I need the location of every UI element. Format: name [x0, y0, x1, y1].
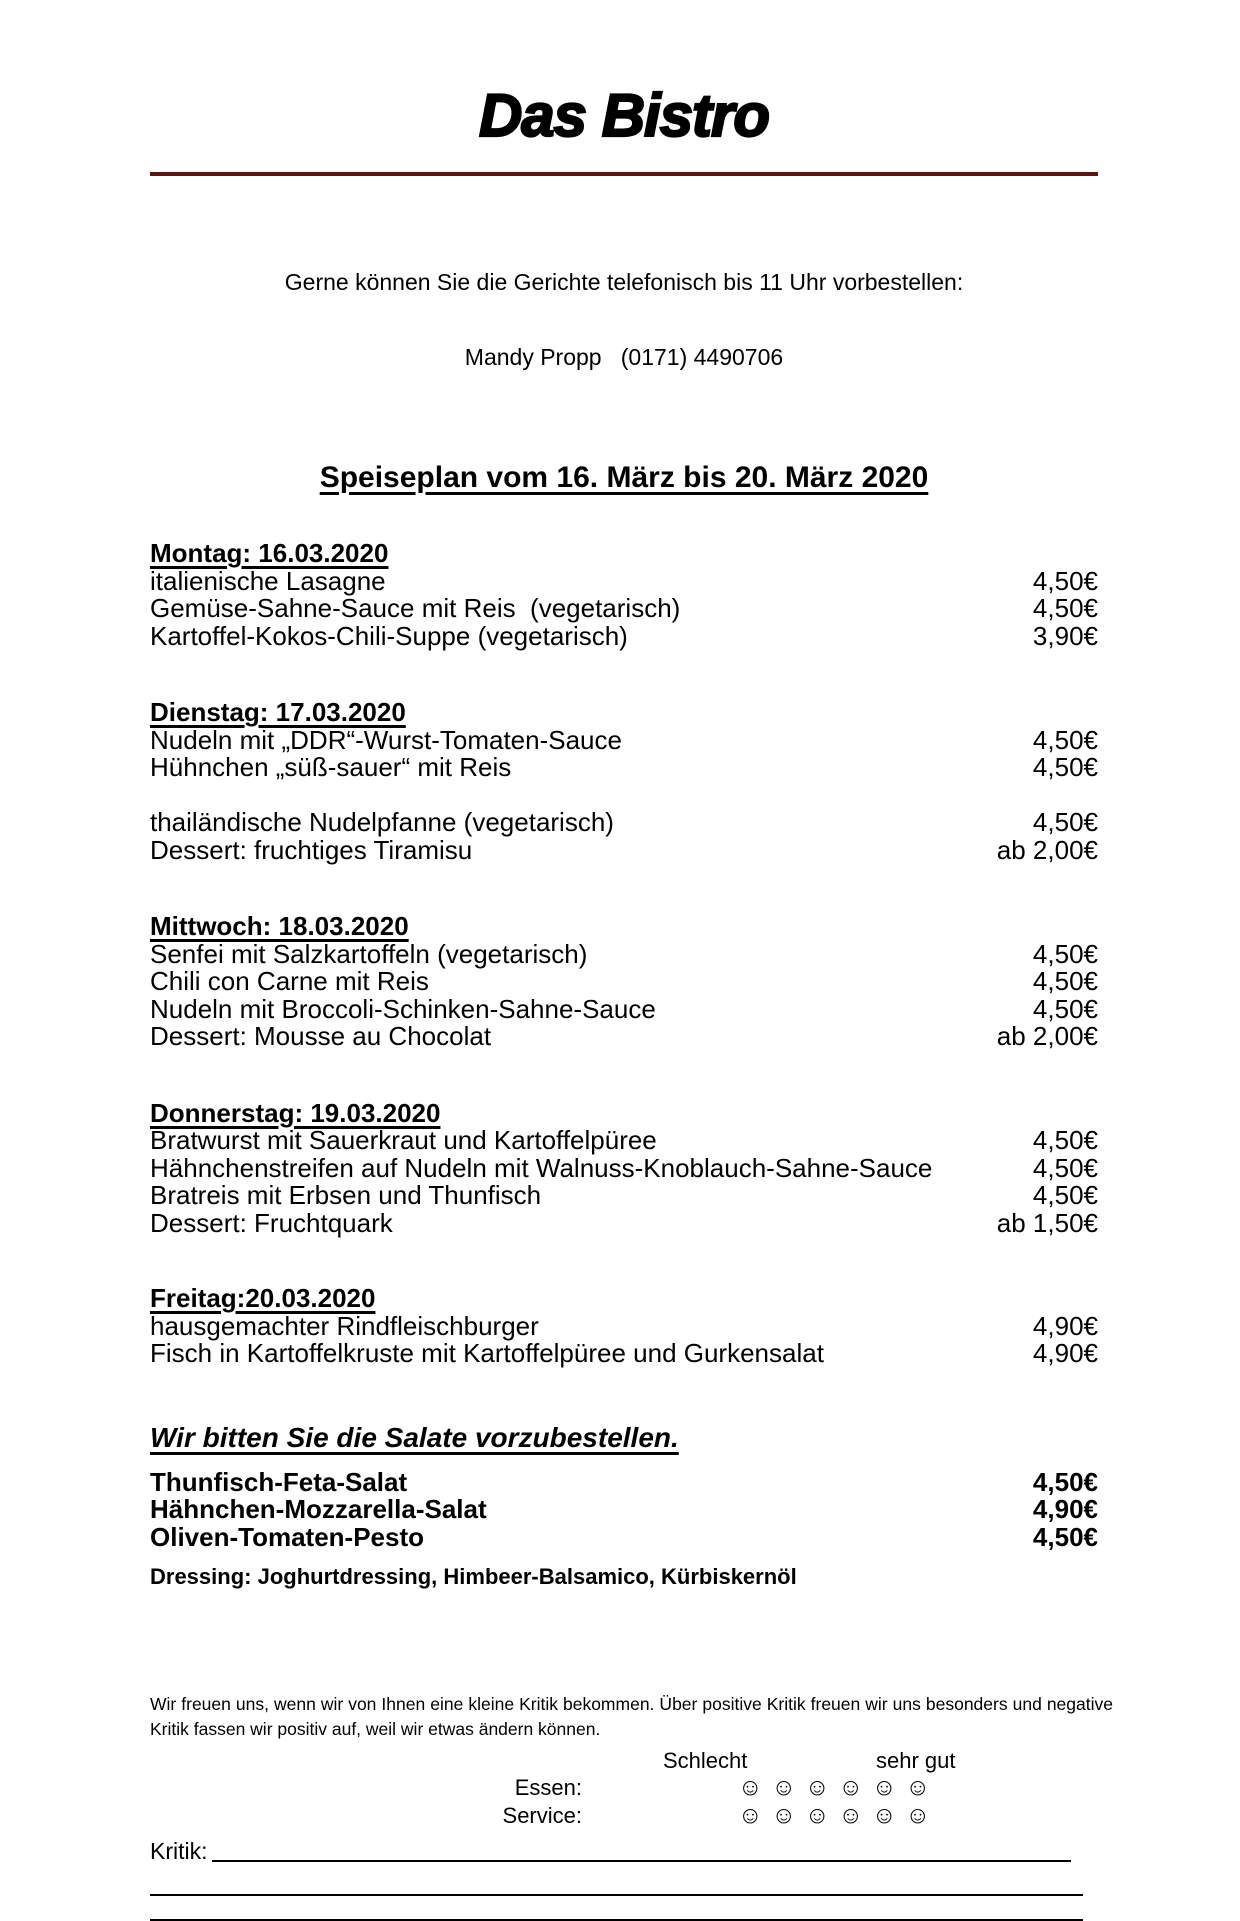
dish-price: 4,50€ [1032, 1152, 1098, 1183]
dish-name: Oliven-Tomaten-Pesto [150, 1521, 425, 1552]
menu-item-row [150, 1340, 1098, 1368]
dish-name: Thunfisch-Feta-Salat [150, 1466, 408, 1497]
day-header: Mittwoch: 18.03.2020 [150, 911, 409, 941]
menu-item-row [150, 595, 1098, 623]
dish-name: Gemüse-Sahne-Sauce mit Reis (vegetarisch) [150, 593, 681, 623]
smiley-icon: ☺☺☺☺☺☺ [738, 1774, 940, 1802]
dish-name: Fisch in Kartoffelkruste mit Kartoffelpüree und Gurkensalat [150, 1338, 824, 1368]
page-title: Das Bistro [478, 82, 770, 149]
rating-rows [150, 1774, 1098, 1829]
dish-price: 4,50€ [1032, 938, 1098, 969]
salad-rows [150, 1466, 1098, 1552]
day-header: Montag: 16.03.2020 [150, 538, 389, 568]
rating-row-label: Essen: [514, 1775, 582, 1800]
day-section [150, 1097, 1098, 1238]
day-header: Freitag:20.03.2020 [150, 1283, 376, 1313]
rating-row-label: Service: [502, 1802, 582, 1828]
dish-price: 4,50€ [1032, 1466, 1098, 1497]
dish-name: Chili con Carne mit Reis [150, 966, 429, 996]
menu-item-row [150, 1182, 1098, 1210]
menu-item-row [150, 1310, 1098, 1341]
menu-item-row [150, 724, 1098, 755]
scale-label-good: sehr gut [876, 1748, 956, 1773]
preorder-note-line1: Gerne können Sie die Gerichte telefonisch bis 11 Uhr vorbestellen: [284, 269, 964, 295]
menu-item-row [150, 1521, 1098, 1552]
dish-price: 4,90€ [1032, 1494, 1098, 1524]
dish-name: thailändische Nudelpfanne (vegetarisch) [150, 807, 614, 837]
menu-spacer [150, 782, 1098, 810]
dish-name: Hühnchen „süß-sauer“ mit Reis [150, 752, 512, 782]
day-header: Donnerstag: 19.03.2020 [150, 1097, 441, 1128]
dressing-note: Dressing: Joghurtdressing, Himbeer-Balsamico, Kürbiskernöl [150, 1564, 797, 1589]
day-sections [150, 540, 1098, 1368]
dish-name: Nudeln mit „DDR“-Wurst-Tomaten-Sauce [150, 724, 622, 755]
dish-price: ab 2,00€ [996, 834, 1098, 865]
dish-price: 4,50€ [1032, 565, 1098, 596]
dish-price: 3,90€ [1032, 620, 1098, 651]
menu-title: Speiseplan vom 16. März bis 20. März 2020 [319, 461, 929, 494]
kritik-row [150, 1836, 1098, 1866]
dish-price: 4,50€ [1032, 1180, 1098, 1210]
dish-price: ab 2,00€ [996, 1021, 1098, 1051]
dish-name: Nudeln mit Broccoli-Schinken-Sahne-Sauce [150, 993, 656, 1024]
dish-price: 4,50€ [1032, 1125, 1098, 1155]
dish-name: hausgemachter Rindfleischburger [150, 1310, 539, 1341]
menu-item-row [150, 1496, 1098, 1524]
dish-name: Hähnchen-Mozzarella-Salat [150, 1494, 487, 1524]
day-section [150, 540, 1098, 650]
menu-item-row [150, 565, 1098, 596]
dish-name: italienische Lasagne [150, 565, 386, 596]
menu-item-row [150, 620, 1098, 651]
menu-item-row [150, 993, 1098, 1024]
kritik-label: Kritik: [150, 1838, 208, 1864]
day-section [150, 913, 1098, 1051]
menu-item-row [150, 1152, 1098, 1183]
rating-row [150, 1774, 1098, 1802]
header-rule [150, 172, 1098, 176]
menu-item-row [150, 809, 1098, 837]
preorder-note-line2: Mandy Propp (0171) 4490706 [464, 344, 784, 370]
salads-heading: Wir bitten Sie die Salate vorzubestellen. [150, 1421, 679, 1453]
preorder-note [150, 220, 1098, 420]
smiley-icon: ☺☺☺☺☺☺ [738, 1801, 940, 1829]
dish-name: Kartoffel-Kokos-Chili-Suppe (vegetarisch) [150, 620, 628, 651]
menu-item-row [150, 754, 1098, 782]
menu-content [0, 84, 1240, 1921]
dish-price: 4,50€ [1032, 593, 1098, 623]
kritik-write-line [212, 1860, 1072, 1862]
menu-item-row [150, 938, 1098, 969]
dish-name: Dessert: Mousse au Chocolat [150, 1021, 492, 1051]
dish-name: Bratreis mit Erbsen und Thunfisch [150, 1180, 542, 1210]
menu-page [0, 82, 1240, 1864]
dish-name: Dessert: fruchtiges Tiramisu [150, 834, 473, 865]
dish-price: 4,50€ [1032, 966, 1098, 996]
day-section [150, 1285, 1098, 1368]
menu-item-row [150, 834, 1098, 865]
menu-item-row [150, 1023, 1098, 1051]
rating-row [150, 1802, 1098, 1830]
dish-price: ab 1,50€ [996, 1207, 1098, 1238]
rating-scale-row [150, 1747, 1098, 1774]
write-line [150, 1894, 1083, 1896]
dish-name: Dessert: Fruchtquark [150, 1207, 393, 1238]
dish-price: 4,90€ [1032, 1338, 1098, 1368]
salads-section [150, 1421, 1098, 1591]
scale-label-bad: Schlecht [663, 1748, 748, 1773]
dish-price: 4,50€ [1032, 752, 1098, 782]
feedback-text: Wir freuen uns, wenn wir von Ihnen eine kleine Kritik bekommen. Über positive Kritik freuen wir uns besonders und negative Kritik fassen wir positiv auf, weil wir etwas ändern können. [150, 1694, 1113, 1739]
dish-name: Hähnchenstreifen auf Nudeln mit Walnuss-Knoblauch-Sahne-Sauce [150, 1152, 933, 1183]
day-section [150, 699, 1098, 864]
dish-price: 4,50€ [1032, 807, 1098, 837]
menu-item-row [150, 1466, 1098, 1497]
dish-price: 4,50€ [1032, 1521, 1098, 1552]
menu-item-row [150, 1127, 1098, 1155]
dish-price: 4,50€ [1032, 724, 1098, 755]
menu-item-row [150, 968, 1098, 996]
dish-price: 4,90€ [1032, 1310, 1098, 1341]
dish-name: Senfei mit Salzkartoffeln (vegetarisch) [150, 938, 588, 969]
day-header: Dienstag: 17.03.2020 [150, 697, 406, 727]
dish-name: Bratwurst mit Sauerkraut und Kartoffelpüree [150, 1125, 657, 1155]
dish-price: 4,50€ [1032, 993, 1098, 1024]
menu-item-row [150, 1207, 1098, 1238]
